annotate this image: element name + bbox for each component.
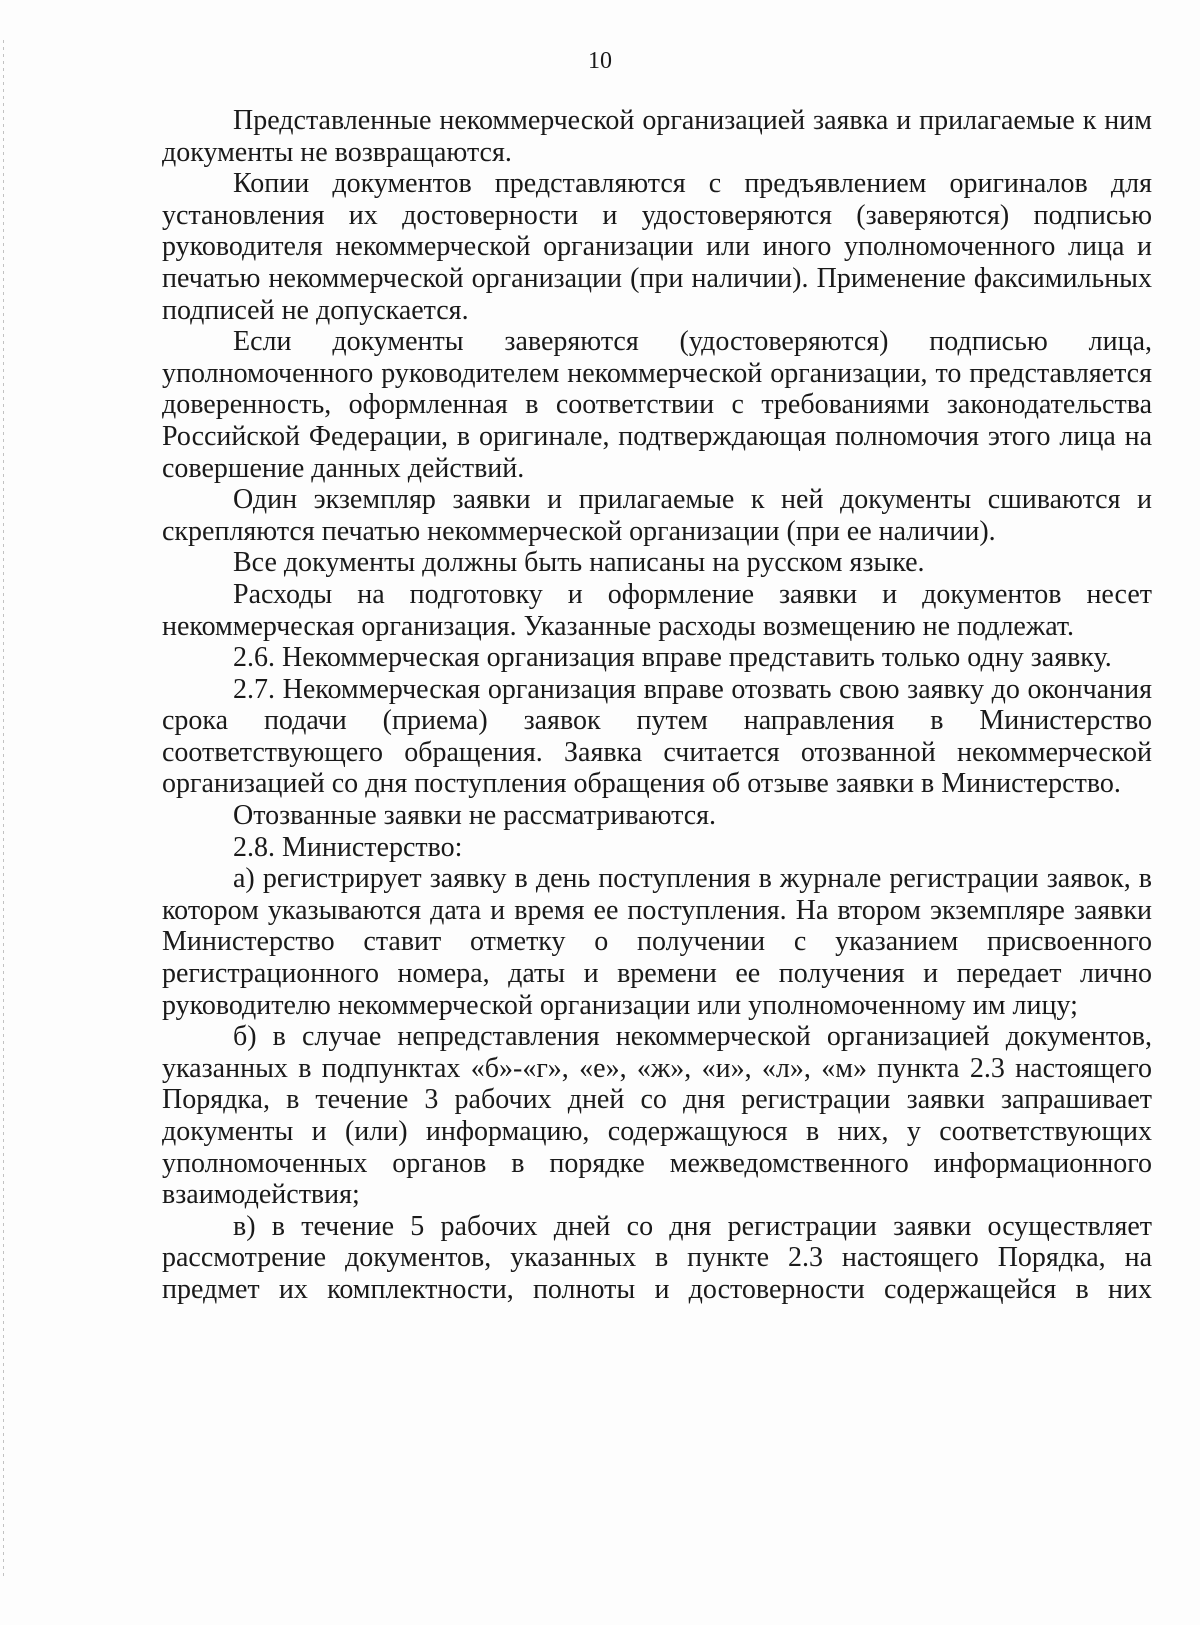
paragraph-section-2-7: 2.7. Некоммерческая организация вправе отозвать свою заявку до окончания срока подачи (приема) заявок путем направления в Министерство соответствующего обращения. Заявка считается отозванной некоммерческой организацией со дня поступления обращения об отзыве заявки в Министерство. — [162, 673, 1152, 800]
paragraph-power-of-attorney: Если документы заверяются (удостоверяются) подписью лица, уполномоченного руководителем некоммерческой организации, то представляется доверенность, оформленная в соответствии с требованиями законодательства Российской Федерации, в оригинале, подтверждающая полномочия этого лица на совершение данных действий. — [162, 326, 1152, 484]
paragraph-binding-and-seal: Один экземпляр заявки и прилагаемые к ней документы сшиваются и скрепляются печатью некоммерческой организации (при ее наличии). — [162, 484, 1152, 547]
paragraph-item-b: б) в случае непредставления некоммерческой организацией документов, указанных в подпунктах «б»-«г», «е», «ж», «и», «л», «м» пункта 2.3 настоящего Порядка, в течение 3 рабочих дней со дня регистрации заявки запрашивает документы и (или) информацию, содержащуюся в них, у соответствующих уполномоченных органов в порядке межведомственного информационного взаимодействия; — [162, 1021, 1152, 1211]
paragraph-russian-language: Все документы должны быть написаны на русском языке. — [233, 547, 925, 579]
paragraph-expenses: Расходы на подготовку и оформление заявки и документов несет некоммерческая организация. Указанные расходы возмещению не подлежат. — [162, 578, 1152, 642]
paragraph-documents-not-returned: Представленные некоммерческой организацией заявка и прилагаемые к ним документы не возвращаются. — [162, 105, 1152, 168]
paragraph-item-v: в) в течение 5 рабочих дней со дня регистрации заявки осуществляет рассмотрение документов, указанных в пункте 2.3 настоящего Порядка, на предмет их комплектности, полноты и достоверности содержащейся в них — [162, 1210, 1152, 1305]
paragraph-item-a: а) регистрирует заявку в день поступления в журнале регистрации заявок, в котором указываются дата и время ее поступления. На втором экземпляре заявки Министерство ставит отметку о получении с указанием присвоенного регистрационного номера, даты и времени ее получения и передает лично руководителю некоммерческой организации или уполномоченному им лицу; — [162, 863, 1152, 1021]
paragraph-withdrawn-applications: Отозванные заявки не рассматриваются. — [233, 800, 717, 832]
page-number: 10 — [588, 48, 612, 74]
paragraph-section-2-8-heading: 2.8. Министерство: — [233, 831, 463, 863]
paragraph-section-2-6: 2.6. Некоммерческая организация вправе представить только одну заявку. — [233, 642, 1112, 674]
scan-edge — [3, 40, 4, 1580]
document-body — [162, 105, 1152, 1306]
paragraph-document-copies: Копии документов представляются с предъявлением оригиналов для установления их достоверности и удостоверяются (заверяются) подписью руководителя некоммерческой организации или иного уполномоченного лица и печатью некоммерческой организации (при наличии). Применение факсимильных подписей не допускается. — [162, 168, 1152, 326]
